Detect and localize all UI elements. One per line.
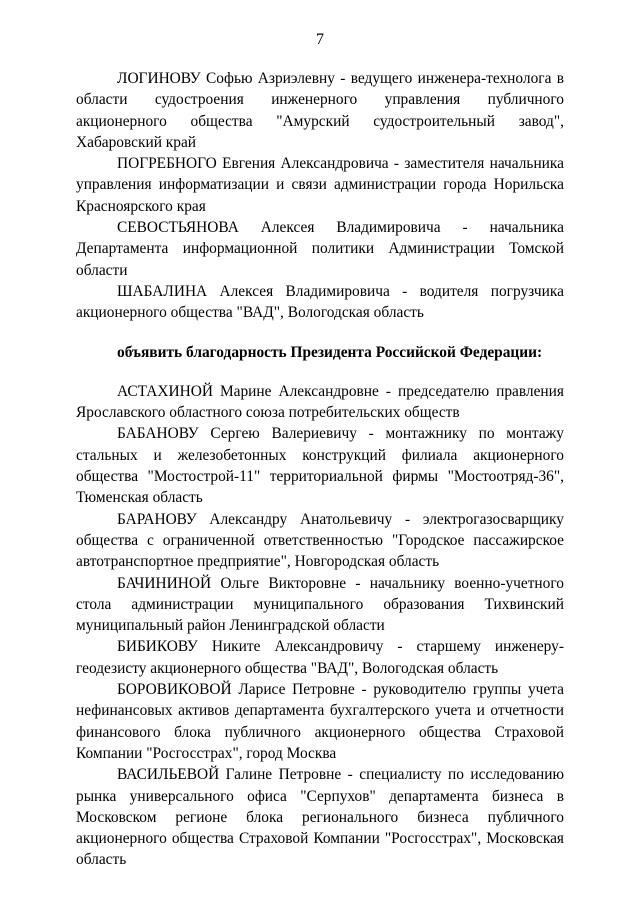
recipient-details: Никите Александровичу - старшему инженеру-геодезисту акционерного общества "ВАД", Вологодская область xyxy=(76,638,564,677)
recipient-details: Ольге Викторовне - начальнику военно-учетного стола администрации муниципального образования Тихвинский муниципальный район Ленинградской области xyxy=(76,574,564,635)
recipient-surname: БАЧИНИНОЙ xyxy=(117,574,212,592)
recipient-details: Алексея Владимировича - водителя погрузчика акционерного общества "ВАД", Вологодская область xyxy=(76,282,564,322)
award-entry xyxy=(76,636,564,679)
award-entry xyxy=(76,764,564,870)
award-entry xyxy=(76,423,564,508)
recipient-details: Александру Анатольевичу - электрогазосварщику общества с ограниченной ответственностью "Городское пассажирское автотранспортное предприятие", Новгородская область xyxy=(76,510,564,571)
award-entry xyxy=(76,381,564,424)
section-heading: объявить благодарность Президента Российской Федерации: xyxy=(117,343,543,361)
recipient-surname: БАБАНОВУ xyxy=(117,425,199,443)
page-number: 7 xyxy=(316,31,324,48)
recipient-surname: ВАСИЛЬЕВОЙ xyxy=(117,766,220,784)
award-entry xyxy=(76,573,564,637)
award-entry xyxy=(76,217,564,281)
recipient-surname: ЛОГИНОВУ xyxy=(117,70,201,87)
document-body xyxy=(76,68,564,871)
recipient-details: Ларисе Петровне - руководителю группы учета нефинансовых активов департамента бухгалтерского учета и отчетности финансового блока публичного акционерного общества Страховой Компании "Росгосстрах", город Москва xyxy=(76,681,564,762)
recipient-details: Евгения Александровича - заместителя начальника управления информатизации и связи администрации города Норильска Красноярского края xyxy=(76,155,564,215)
recipient-surname: БИБИКОВУ xyxy=(117,638,198,656)
award-list-first xyxy=(76,68,564,324)
award-entry xyxy=(76,509,564,573)
recipient-details: Софью Азриэлевну - ведущего инженера-технолога в области судостроения инженерного управления публичного акционерного общества "Амурский судостроительный завод", Хабаровский край xyxy=(76,70,564,151)
recipient-details: Сергею Валериевичу - монтажнику по монтажу стальных и железобетонных конструкций филиала акционерного общества "Мостострой-11" территориальной фирмы "Мостоотряд-36", Тюменская область xyxy=(76,425,564,507)
recipient-surname: ПОГРЕБНОГО xyxy=(117,155,217,173)
award-entry xyxy=(76,281,564,324)
recipient-surname: АСТАХИНОЙ xyxy=(117,382,213,400)
recipient-details: Алексея Владимировича - начальника Департамента информационной политики Администрации Томской области xyxy=(76,219,564,279)
award-entry xyxy=(76,679,564,764)
award-entry xyxy=(76,153,564,217)
recipient-surname: БОРОВИКОВОЙ xyxy=(117,681,232,699)
recipient-surname: ШАБАЛИНА xyxy=(117,282,208,300)
recipient-details: Марине Александровне - председателю правления Ярославского областного союза потребительских обществ xyxy=(76,382,564,422)
recipient-surname: БАРАНОВУ xyxy=(117,510,197,528)
award-entry xyxy=(76,68,564,153)
award-list-second xyxy=(76,381,564,871)
recipient-details: Галине Петровне - специалисту по исследованию рынка универсального офиса "Серпухов" департамента бизнеса в Московском регионе блока регионального бизнеса публичного акционерного общества Страховой Компании "Росгосстрах", Московская область xyxy=(76,766,564,869)
recipient-surname: СЕВОСТЬЯНОВА xyxy=(117,219,239,237)
